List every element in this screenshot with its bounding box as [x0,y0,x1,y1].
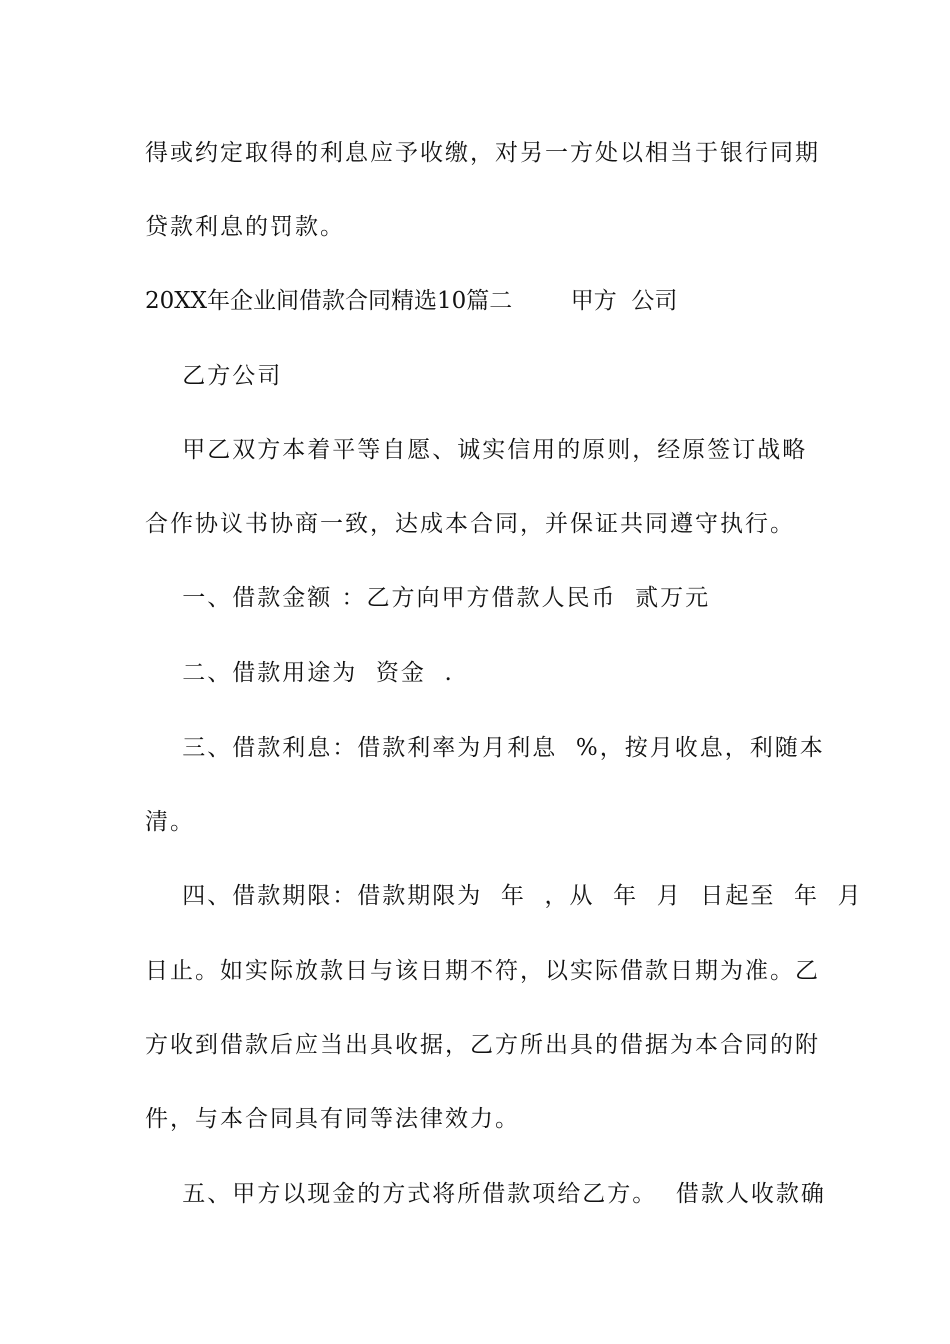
text-line: 四、借款期限：借款期限为 年 ，从 年 月 日起至 年 月 [145,883,863,909]
text-line: 清。 [145,809,195,835]
text-line: 得或约定取得的利息应予收缴，对另一方处以相当于银行同期 [145,140,820,166]
text-line: 方收到借款后应当出具收据，乙方所出具的借据为本合同的附 [145,1032,820,1058]
text-line: 一、借款金额 ：乙方向甲方借款人民币 贰万元 [145,585,711,611]
text-line: 乙方公司 [145,363,283,389]
text-line: 三、借款利息：借款利率为月利息 %，按月收息，利随本 [145,735,825,761]
text-line: 贷款利息的罚款。 [145,214,345,240]
text-line: 甲乙双方本着平等自愿、诚实信用的原则，经原签订战略 [145,437,808,463]
text-line: 日止。如实际放款日与该日期不符，以实际借款日期为准。乙 [145,958,820,984]
section-heading: 20XX年企业间借款合同精选10篇二 甲方 公司 [145,288,678,314]
text-line: 二、借款用途为 资金 . [145,660,454,686]
text-line: 合作协议书协商一致，达成本合同，并保证共同遵守执行。 [145,511,795,537]
text-line: 件，与本合同具有同等法律效力。 [145,1106,520,1132]
text-line: 五、甲方以现金的方式将所借款项给乙方。 借款人收款确 [145,1181,826,1207]
